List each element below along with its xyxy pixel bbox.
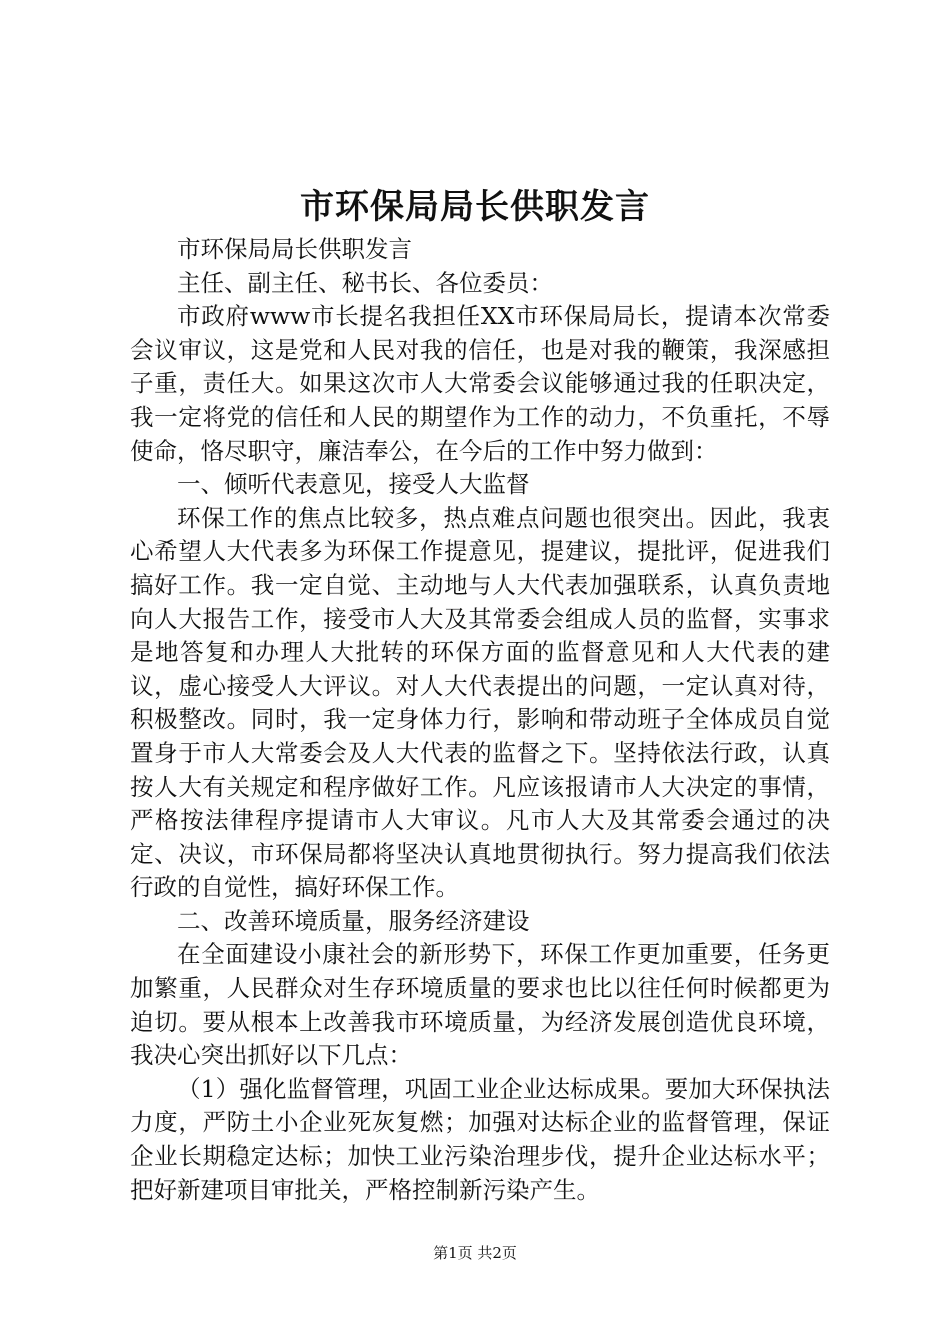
section-2-paragraph: 在全面建设小康社会的新形势下，环保工作更加重要，任务更加繁重，人民群众对生存环境质量的要求也比以往任何时候都更为迫切。要从根本上改善我市环境质量，为经济发展创造优良环境，我决心突出抓好以下几点： — [130, 940, 830, 1070]
section-heading-1: 一、倾听代表意见，接受人大监督 — [177, 470, 530, 499]
intro-paragraph: 市政府www市长提名我担任XX市环保局局长，提请本次常委会议审议，这是党和人民对我的信任，也是对我的鞭策，我深感担子重，责任大。如果这次市人大常委会议能够通过我的任职决定，我一定将党的信任和人民的期望作为工作的动力，不负重托，不辱使命，恪尽职守，廉洁奉公，在今后的工作中努力做到： — [130, 302, 830, 465]
page-number: 第1页 — [433, 1244, 473, 1262]
salutation: 主任、副主任、秘书长、各位委员： — [177, 268, 553, 297]
page-footer — [0, 1242, 950, 1264]
section-2-item-1: （1）强化监督管理，巩固工业企业达标成果。要加大环保执法力度，严防土小企业死灰复燃；加强对达标企业的监督管理，保证企业长期稳定达标；加快工业污染治理步伐，提升企业达标水平；把好新建项目审批关，严格控制新污染产生。 — [130, 1074, 830, 1204]
page-total: 共2页 — [477, 1244, 517, 1262]
document-body — [130, 233, 830, 1207]
section-heading-2: 二、改善环境质量，服务经济建设 — [177, 906, 530, 935]
section-1-paragraph: 环保工作的焦点比较多，热点难点问题也很突出。因此，我衷心希望人大代表多为环保工作提意见，提建议，提批评，促进我们搞好工作。我一定自觉、主动地与人大代表加强联系，认真负责地向人大报告工作，接受市人大及其常委会组成人员的监督，实事求是地答复和办理人大批转的环保方面的监督意见和人大代表的建议，虚心接受人大评议。对人大代表提出的问题，一定认真对待，积极整改。同时，我一定身体力行，影响和带动班子全体成员自觉置身于市人大常委会及人大代表的监督之下。坚持依法行政，认真按人大有关规定和程序做好工作。凡应该报请市人大决定的事情，严格按法律程序提请市人大审议。凡市人大及其常委会通过的决定、决议，市环保局都将坚决认真地贯彻执行。努力提高我们依法行政的自觉性，搞好环保工作。 — [130, 503, 830, 902]
opening-title-line: 市环保局局长供职发言 — [177, 235, 412, 263]
document-title: 市环保局局长供职发言 — [300, 187, 650, 227]
